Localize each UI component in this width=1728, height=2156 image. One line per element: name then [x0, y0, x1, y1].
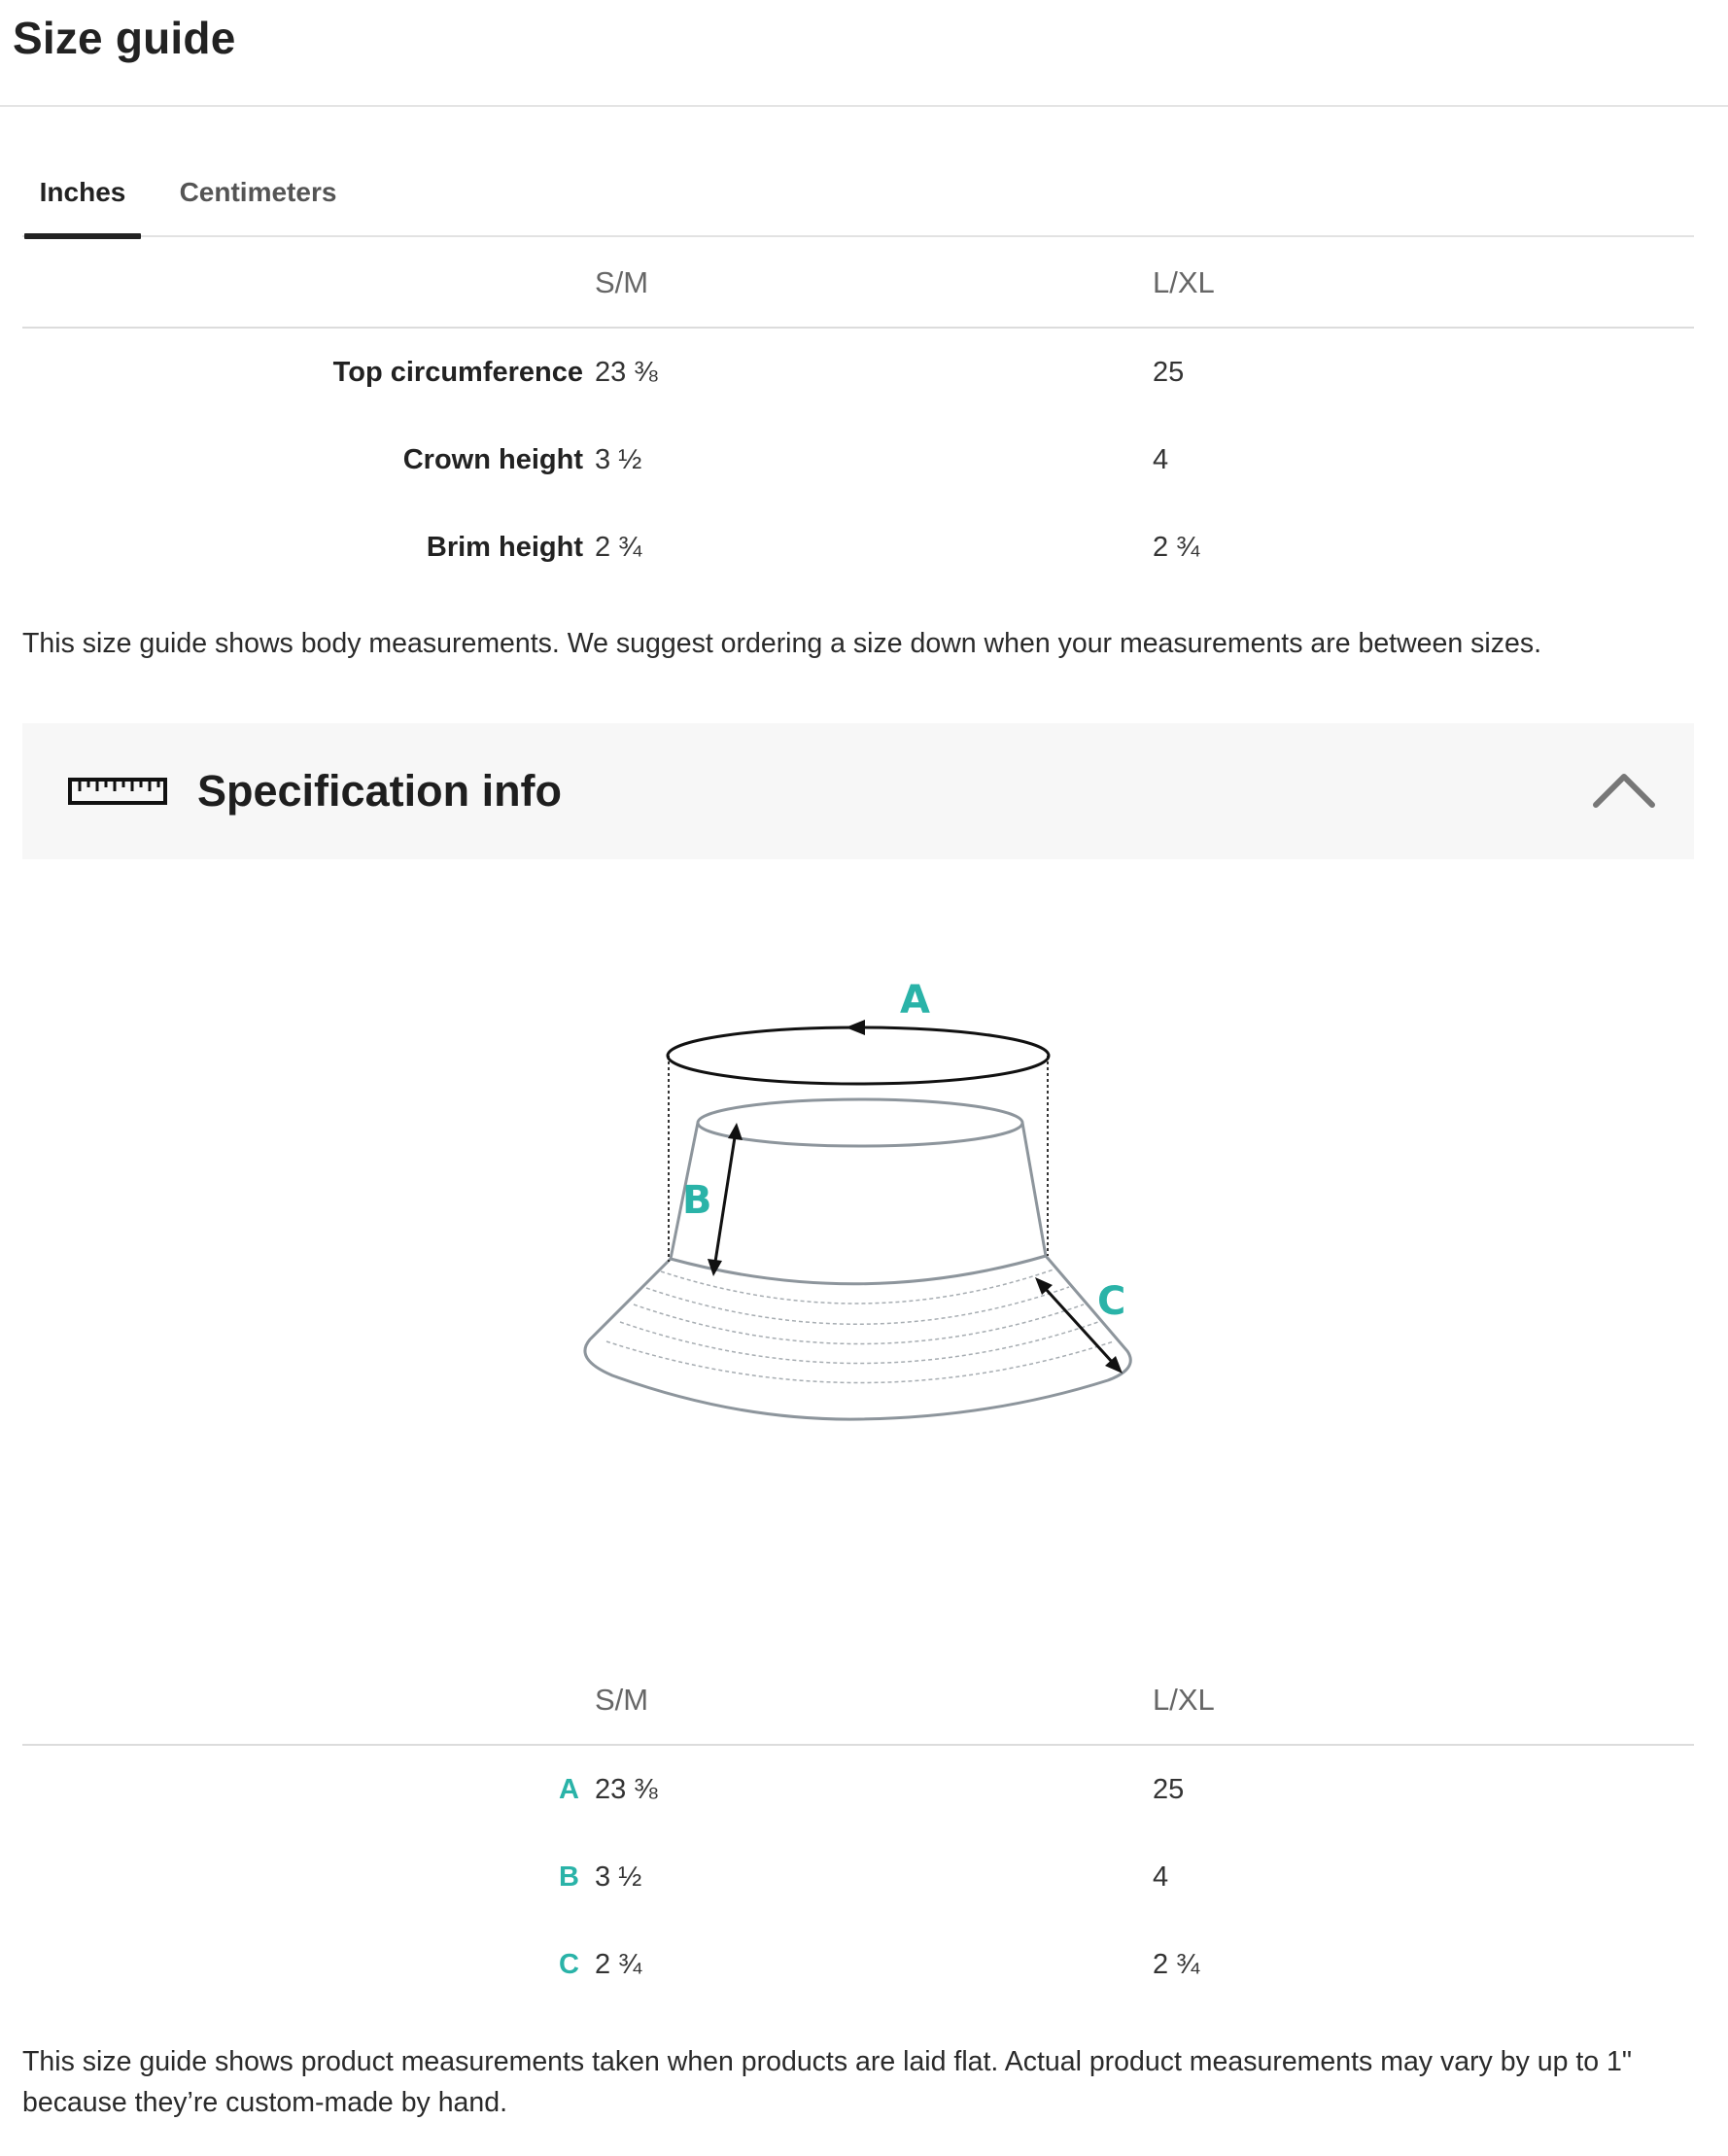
row-label: Crown height	[402, 444, 583, 475]
row-label: Top circumference	[332, 357, 583, 388]
column-header-sm: S/M	[595, 1683, 649, 1717]
chevron-up-icon[interactable]	[1592, 770, 1656, 811]
cell-lxl: 4	[1153, 1861, 1169, 1893]
cell-lxl: 25	[1153, 357, 1185, 388]
cell-lxl: 2 ¾	[1153, 1949, 1200, 1980]
diagram-letter-b: B	[682, 1178, 712, 1223]
crown-top	[698, 1099, 1022, 1146]
cell-sm: 2 ¾	[595, 532, 642, 563]
cell-lxl: 4	[1153, 444, 1169, 475]
cell-sm: 2 ¾	[595, 1949, 642, 1980]
modal-header	[0, 0, 1728, 107]
tab-centimeters[interactable]: Centimeters	[179, 177, 337, 207]
product-measurements-table	[22, 1654, 1694, 2008]
body-measurements-table	[22, 237, 1694, 591]
column-header-sm: S/M	[595, 265, 649, 299]
ruler-icon	[68, 777, 167, 806]
tab-inches[interactable]: Inches	[24, 146, 141, 237]
table-row	[22, 416, 1694, 504]
product-measurements-note: This size guide shows product measurements taken when products are laid flat. Actual product measurements may vary by up to 1" because they’re custom-made by hand.	[22, 2046, 1633, 2118]
brim-stitching	[606, 1269, 1114, 1383]
table-row	[22, 1921, 1694, 2008]
cell-sm: 3 ½	[595, 1861, 642, 1893]
cell-lxl: 25	[1153, 1774, 1185, 1805]
cell-sm: 23 ⅜	[595, 357, 658, 388]
row-label: B	[559, 1861, 579, 1893]
table-header	[22, 237, 1694, 329]
bucket-hat-diagram	[544, 953, 1166, 1458]
specification-title: Specification info	[197, 766, 563, 816]
cell-lxl: 2 ¾	[1153, 532, 1200, 563]
table-row	[22, 1833, 1694, 1921]
unit-tabs	[22, 146, 1694, 237]
page-title: Size guide	[13, 13, 236, 63]
table-header	[22, 1654, 1694, 1746]
row-label: C	[559, 1949, 579, 1980]
diagram-letter-c: C	[1097, 1279, 1126, 1324]
body-measurements-note: This size guide shows body measurements. We suggest ordering a size down when your measurements are between sizes.	[22, 628, 1542, 659]
table-row	[22, 504, 1694, 591]
table-row	[22, 329, 1694, 416]
column-header-lxl: L/XL	[1153, 1683, 1215, 1717]
row-label: A	[559, 1774, 579, 1805]
cell-sm: 23 ⅜	[595, 1774, 658, 1805]
specification-info-toggle[interactable]	[22, 723, 1694, 859]
column-header-lxl: L/XL	[1153, 265, 1215, 299]
row-label: Brim height	[426, 532, 583, 563]
cell-sm: 3 ½	[595, 444, 642, 475]
table-row	[22, 1746, 1694, 1833]
diagram-letter-a: A	[900, 978, 930, 1023]
